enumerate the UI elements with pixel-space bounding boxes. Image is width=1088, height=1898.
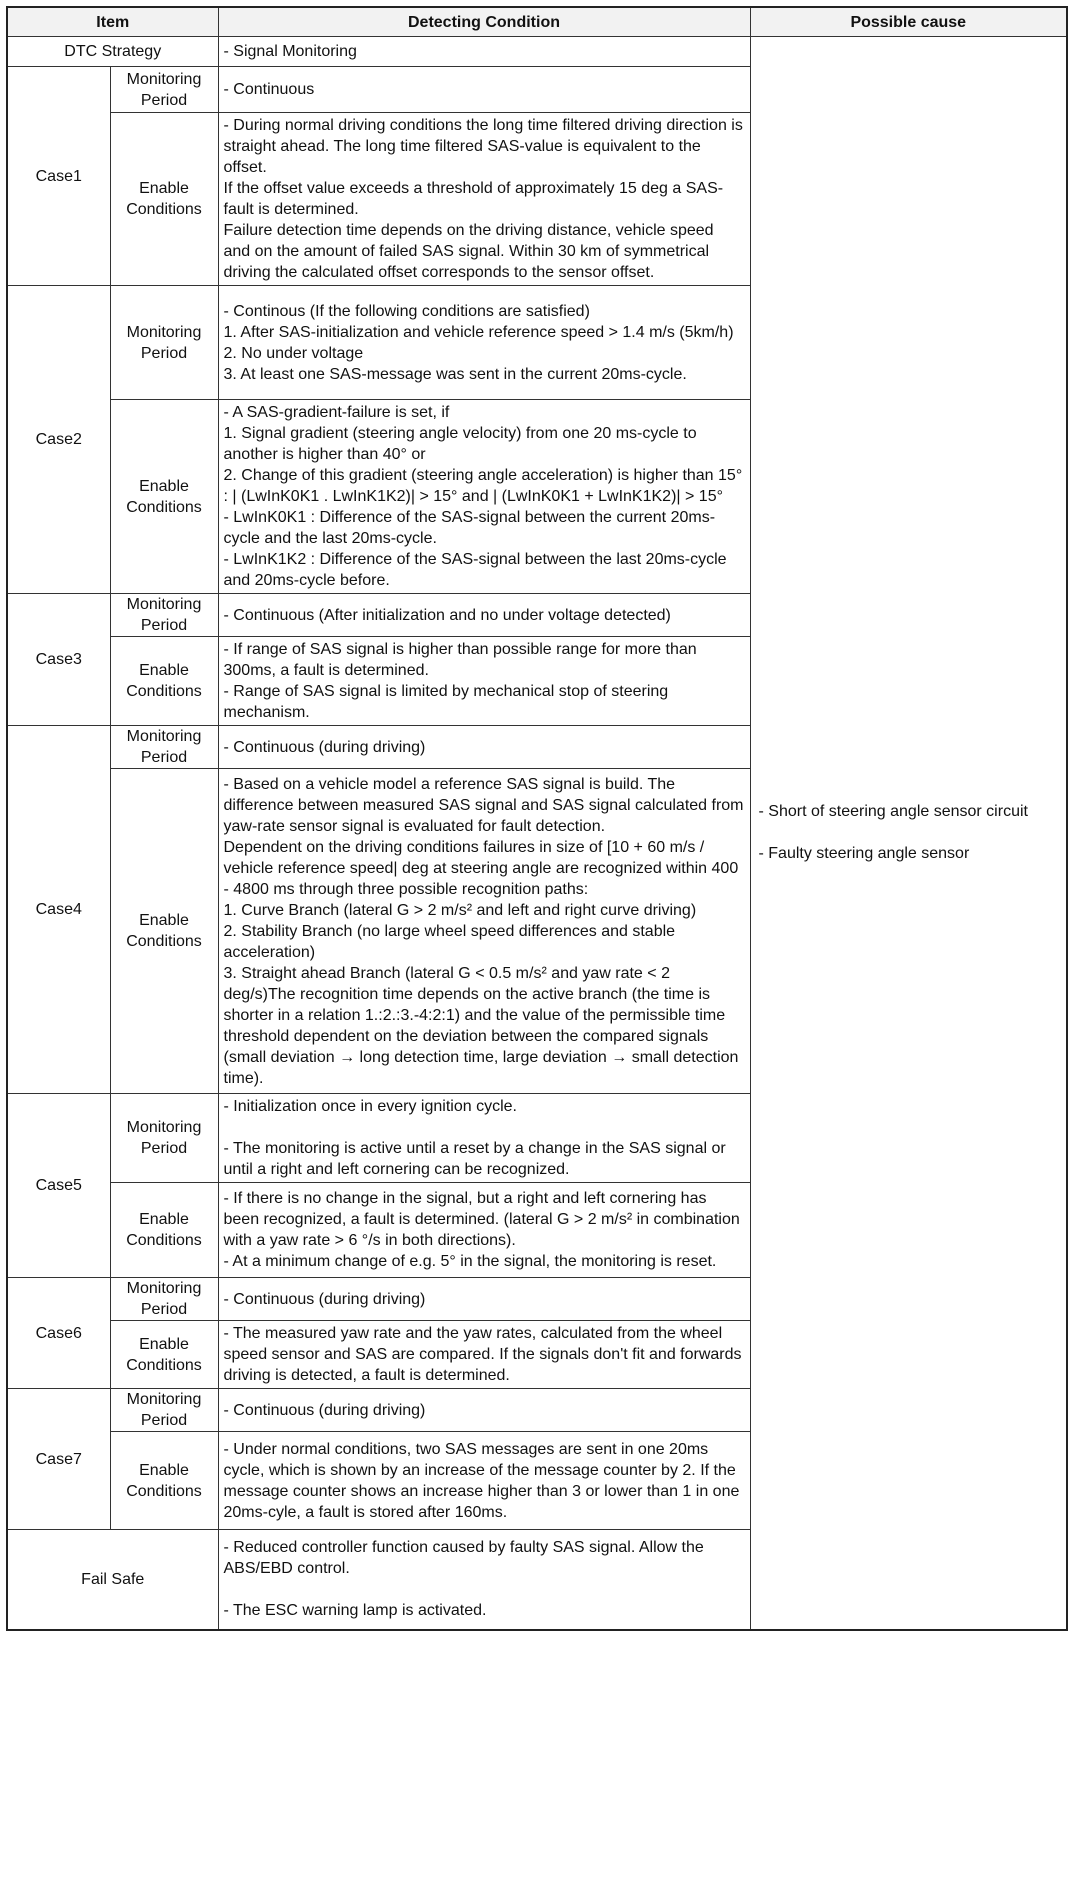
case7-enable-line: - Under normal conditions, two SAS messages are sent in one 20ms cycle, which is shown by an increase of the message counter by 2. If the message counter shows an increase higher than 3 or lower than 1 in one 20ms-cyle, a fault is stored after 160ms. — [223, 1440, 740, 1521]
case4-enable-line: - Based on a vehicle model a reference SAS signal is build. The difference between measured SAS signal and SAS signal calculated from yaw-rate sensor signal is evaluated for fault detection. — [223, 775, 744, 835]
case1-monitoring-line: - Continuous — [223, 81, 315, 98]
case5-monitoring-line: - The monitoring is active until a reset by a change in the SAS signal or until a right and left cornering can be recognized. — [223, 1140, 726, 1178]
strategy-value: - Signal Monitoring — [218, 37, 750, 67]
case6-enable-label: Enable Conditions — [110, 1321, 218, 1389]
case5-enable-condition — [218, 1183, 750, 1278]
case3-monitoring-label: Monitoring Period — [110, 594, 218, 637]
case2-enable-line: 2. Change of this gradient (steering angle acceleration) is higher than 15° : | (LwInK0K1 . LwInK1K2)| > 15° and | (LwInK0K1 + LwInK1K2)| > 15° — [223, 467, 743, 505]
case2-monitoring-line: 2. No under voltage — [223, 344, 364, 362]
case2-monitoring-line: 1. After SAS-initialization and vehicle reference speed > 1.4 m/s (5km/h) — [223, 323, 734, 341]
case3-label: Case3 — [7, 594, 110, 726]
case2-monitoring-label: Monitoring Period — [110, 286, 218, 400]
case4-monitoring-condition — [218, 726, 750, 769]
case5-monitoring-label: Monitoring Period — [110, 1094, 218, 1183]
case7-label: Case7 — [7, 1389, 110, 1530]
case3-enable-label: Enable Conditions — [110, 637, 218, 726]
case1-monitoring-label: Monitoring Period — [110, 67, 218, 113]
case7-monitoring-label: Monitoring Period — [110, 1389, 218, 1432]
case2-monitoring-line: 3. At least one SAS-message was sent in the current 20ms-cycle. — [223, 365, 687, 383]
possible-cause-line — [759, 822, 1062, 843]
case2-monitoring-line: - Continous (If the following conditions are satisfied) — [223, 302, 590, 320]
header-condition: Detecting Condition — [218, 7, 750, 37]
header-item: Item — [7, 7, 218, 37]
case2-enable-line: 1. Signal gradient (steering angle velocity) from one 20 ms-cycle to another is higher than 40° or — [223, 425, 697, 463]
case7-enable-condition — [218, 1432, 750, 1530]
case4-enable-line: Dependent on the driving conditions failures in size of [10 + 60 m/s / vehicle reference speed| deg at steering angle are recognized within 400 - 4800 ms through three possible recognition paths: — [223, 838, 739, 898]
header-row — [7, 7, 1067, 37]
case6-enable-line: - The measured yaw rate and the yaw rates, calculated from the wheel speed sensor and SAS are compared. If the signals don't fit and forwards driving is detected, a fault is determined. — [223, 1325, 742, 1384]
possible-cause-cell — [750, 37, 1067, 1630]
case7-monitoring-condition — [218, 1389, 750, 1432]
case5-monitoring-line: - Initialization once in every ignition cycle. — [223, 1098, 517, 1115]
case6-monitoring-label: Monitoring Period — [110, 1278, 218, 1321]
case1-enable-line: If the offset value exceeds a threshold of approximately 15 deg a SAS-fault is determined. — [223, 180, 724, 218]
failsafe-line: - Reduced controller function caused by faulty SAS signal. Allow the ABS/EBD control. — [223, 1539, 704, 1578]
case5-enable-line: - At a minimum change of e.g. 5° in the signal, the monitoring is reset. — [223, 1253, 717, 1270]
header-cause: Possible cause — [750, 7, 1067, 37]
case2-enable-line: - LwInK0K1 : Difference of the SAS-signal between the current 20ms-cycle and the last 20ms-cycle. — [223, 509, 716, 547]
failsafe-label: Fail Safe — [7, 1530, 218, 1630]
case5-monitoring-condition — [218, 1094, 750, 1183]
case1-enable-line: Failure detection time depends on the driving distance, vehicle speed and on the amount of failed SAS signal. Within 30 km of symmetrical driving the calculated offset corresponds to the sensor offset. — [223, 222, 714, 281]
case3-enable-line: - Range of SAS signal is limited by mechanical stop of steering mechanism. — [223, 683, 669, 721]
case4-monitoring-line: - Continuous (during driving) — [223, 738, 426, 756]
case6-monitoring-condition — [218, 1278, 750, 1321]
case2-monitoring-condition — [218, 286, 750, 400]
case5-label: Case5 — [7, 1094, 110, 1278]
case4-enable-line: 1. Curve Branch (lateral G > 2 m/s² and left and right curve driving) — [223, 901, 697, 919]
possible-cause-line: - Short of steering angle sensor circuit — [758, 803, 1028, 821]
case4-enable-label: Enable Conditions — [110, 769, 218, 1094]
strategy-row — [7, 37, 1067, 67]
case4-enable-line: 3. Straight ahead Branch (lateral G < 0.5 m/s² and yaw rate < 2 deg/s)The recognition time depends on the active branch (the time is shorter in a relation 1.:2.:3.-4:2:1) and the value of the permissible time threshold dependent on the deviation between the compared signals (small deviation → long detection time, large deviation → small detection time). — [223, 964, 739, 1087]
case2-enable-line: - LwInK1K2 : Difference of the SAS-signal between the last 20ms-cycle and 20ms-cycle before. — [223, 551, 727, 589]
case1-enable-label: Enable Conditions — [110, 113, 218, 286]
case5-enable-line: - If there is no change in the signal, but a right and left cornering has been recognized, a fault is determined. (lateral G > 2 m/s² in combination with a yaw rate > 6 °/s in both directions). — [223, 1190, 740, 1249]
case2-enable-condition — [218, 400, 750, 594]
case1-label: Case1 — [7, 67, 110, 286]
possible-cause-line: - Faulty steering angle sensor — [758, 845, 970, 863]
case1-monitoring-condition — [218, 67, 750, 113]
case3-monitoring-line: - Continuous (After initialization and no under voltage detected) — [223, 606, 671, 624]
dtc-table — [6, 6, 1068, 1631]
strategy-label: DTC Strategy — [7, 37, 218, 67]
case3-enable-condition — [218, 637, 750, 726]
case4-enable-line: 2. Stability Branch (no large wheel speed differences and stable acceleration) — [223, 922, 676, 961]
failsafe-line: - The ESC warning lamp is activated. — [223, 1602, 487, 1620]
case1-enable-line: - During normal driving conditions the long time filtered driving direction is straight ahead. The long time filtered SAS-value is equivalent to the offset. — [223, 117, 743, 176]
case2-enable-line: - A SAS-gradient-failure is set, if — [223, 404, 450, 421]
case7-enable-label: Enable Conditions — [110, 1432, 218, 1530]
case2-label: Case2 — [7, 286, 110, 594]
failsafe-line — [224, 1579, 745, 1600]
case2-enable-label: Enable Conditions — [110, 400, 218, 594]
case4-enable-condition — [218, 769, 750, 1094]
case3-enable-line: - If range of SAS signal is higher than possible range for more than 300ms, a fault is determined. — [223, 641, 697, 679]
case5-enable-label: Enable Conditions — [110, 1183, 218, 1278]
case4-label: Case4 — [7, 726, 110, 1094]
case1-enable-condition — [218, 113, 750, 286]
case6-monitoring-line: - Continuous (during driving) — [223, 1290, 426, 1308]
case7-monitoring-line: - Continuous (during driving) — [223, 1401, 426, 1419]
case6-label: Case6 — [7, 1278, 110, 1389]
case6-enable-condition — [218, 1321, 750, 1389]
case3-monitoring-condition — [218, 594, 750, 637]
case5-monitoring-line — [224, 1117, 745, 1138]
case4-monitoring-label: Monitoring Period — [110, 726, 218, 769]
failsafe-condition — [218, 1530, 750, 1630]
